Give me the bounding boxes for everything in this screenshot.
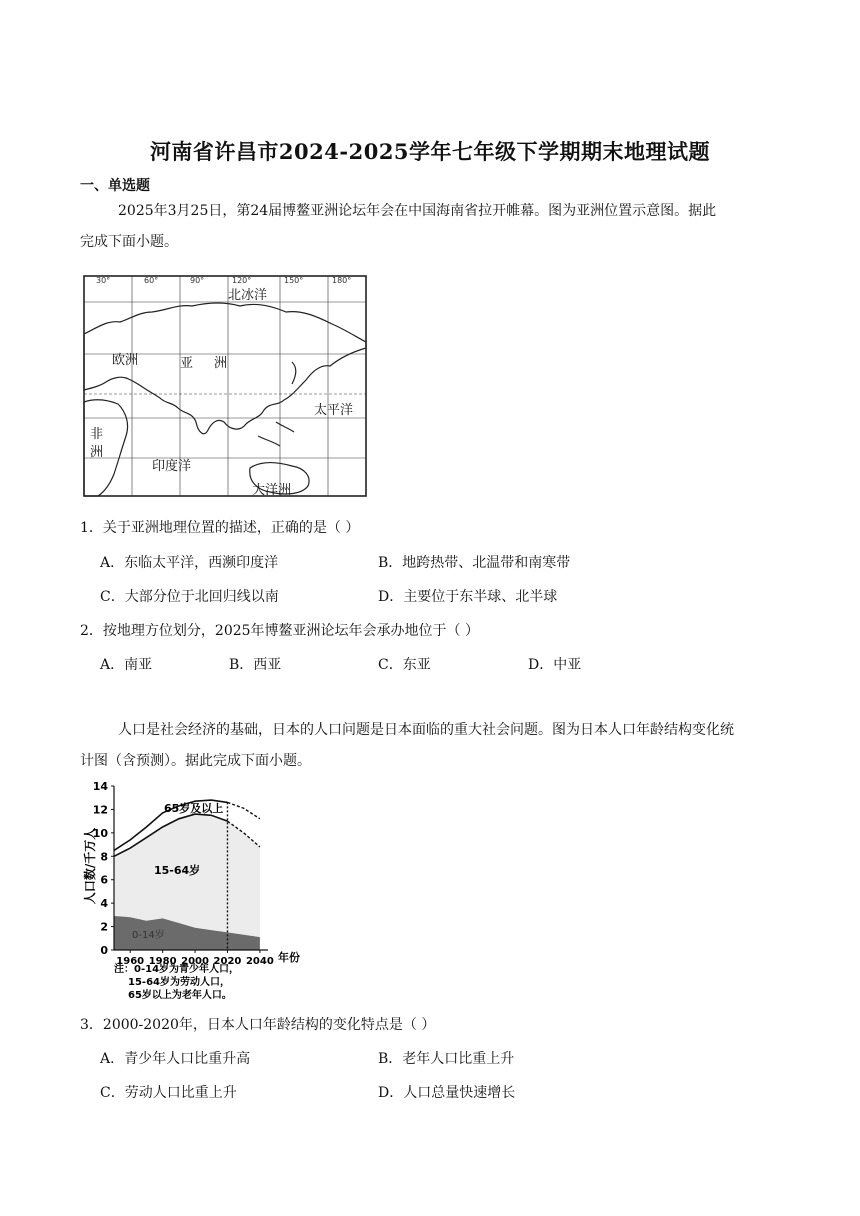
y-tick-label: 14 <box>92 780 108 793</box>
y-axis-label: 人口数/千万人 <box>83 827 97 905</box>
label-asia-2: 洲 <box>214 356 228 371</box>
y-tick-label: 2 <box>100 920 108 934</box>
q3-option-c[interactable]: C．劳动人口比重上升 <box>100 1085 237 1101</box>
series-label-65-plus: 65岁及以上 <box>164 802 224 815</box>
question-1-stem: 1．关于亚洲地理位置的描述，正确的是（ ） <box>80 520 360 536</box>
intro-2-line-1: 人口是社会经济的基础，日本的人口问题是日本面临的重大社会问题。图为日本人口年龄结构变化统 <box>118 722 734 738</box>
y-tick-label: 8 <box>100 850 108 864</box>
lon-label: 30° <box>96 276 111 285</box>
section-heading: 一、单选题 <box>80 178 150 194</box>
lon-label: 90° <box>190 276 205 285</box>
y-tick-label: 4 <box>100 897 108 911</box>
label-africa-2: 洲 <box>90 445 104 460</box>
q2-option-a[interactable]: A．南亚 <box>100 657 153 673</box>
page-title: 河南省许昌市2024-2025学年七年级下学期期末地理试题 <box>149 139 711 164</box>
chart-note-line-2: 15-64岁为劳动人口， <box>128 977 230 988</box>
asia-location-map <box>80 272 372 500</box>
x-tick-label: 2020 <box>213 956 242 967</box>
label-europe: 欧洲 <box>112 353 139 368</box>
lon-label: 60° <box>144 276 159 285</box>
label-indian-ocean: 印度洋 <box>152 459 192 474</box>
question-3-stem: 3．2000-2020年，日本人口年龄结构的变化特点是（ ） <box>80 1017 436 1033</box>
chart-note-line-3: 65岁以上为老年人口。 <box>128 990 232 1001</box>
q2-option-b[interactable]: B．西亚 <box>229 657 282 673</box>
label-asia-1: 亚 <box>180 356 194 371</box>
q1-option-d[interactable]: D．主要位于东半球、北半球 <box>378 589 558 605</box>
q1-option-b[interactable]: B．地跨热带、北温带和南寒带 <box>378 555 571 571</box>
x-tick-label: 1960 <box>116 956 145 967</box>
y-tick-label: 10 <box>92 826 108 840</box>
y-tick-label: 6 <box>100 873 108 887</box>
series-label-15-64: 15-64岁 <box>154 864 201 877</box>
projection-line <box>227 802 259 818</box>
intro-1-line-2: 完成下面小题。 <box>80 234 178 250</box>
lon-label: 180° <box>332 276 352 285</box>
question-2-stem: 2．按地理方位划分，2025年博鳌亚洲论坛年会承办地位于（ ） <box>80 623 479 639</box>
label-pacific-ocean: 太平洋 <box>314 403 354 418</box>
q2-option-c[interactable]: C．东亚 <box>378 657 431 673</box>
label-africa-1: 非 <box>90 427 104 442</box>
x-tick-label: 2040 <box>245 956 274 967</box>
y-tick-label: 0 <box>100 944 108 957</box>
q1-option-a[interactable]: A．东临太平洋，西濒印度洋 <box>100 555 279 571</box>
japan-population-chart <box>78 776 308 1006</box>
chart-note-line-1: 注：0-14岁为青少年人口， <box>114 964 240 975</box>
series-label-0-14: 0-14岁 <box>132 930 165 941</box>
x-axis-label: 年份 <box>278 951 300 964</box>
x-tick-label: 2000 <box>181 956 209 967</box>
lon-label: 120° <box>232 276 252 285</box>
q3-option-b[interactable]: B．老年人口比重上升 <box>378 1051 515 1067</box>
label-arctic-ocean: 北冰洋 <box>228 288 268 303</box>
label-oceania: 大洋洲 <box>252 483 292 498</box>
lon-label: 150° <box>284 276 304 285</box>
x-tick-label: 1980 <box>148 956 177 967</box>
q1-option-c[interactable]: C．大部分位于北回归线以南 <box>100 589 279 605</box>
intro-1-line-1: 2025年3月25日，第24届博鳌亚洲论坛年会在中国海南省拉开帷幕。图为亚洲位置示意图。据此 <box>118 203 717 219</box>
intro-2-line-2: 计图（含预测）。据此完成下面小题。 <box>80 753 311 769</box>
q2-option-d[interactable]: D．中亚 <box>528 657 582 673</box>
q3-option-d[interactable]: D．人口总量快速增长 <box>378 1085 516 1101</box>
q3-option-a[interactable]: A．青少年人口比重升高 <box>100 1051 251 1067</box>
y-tick-label: 12 <box>92 803 108 817</box>
